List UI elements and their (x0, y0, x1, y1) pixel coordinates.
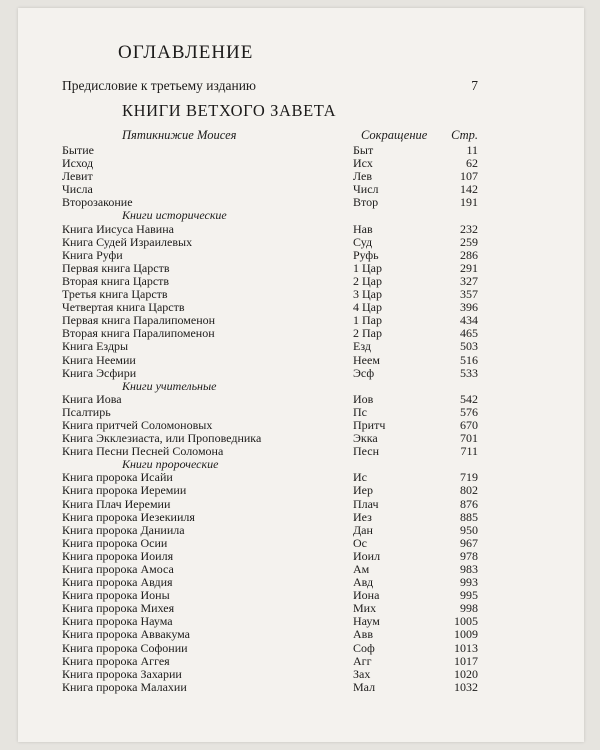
book-page: 62 (466, 156, 478, 171)
book-name: Третья книга Царств (62, 287, 168, 302)
book-abbr: Числ (353, 182, 379, 197)
section-header-first: Пятикнижие Моисея (122, 128, 237, 142)
book-abbr: 1 Пар (353, 313, 382, 328)
toc-row[interactable] (62, 511, 478, 524)
book-name: Книга пророка Аггея (62, 653, 170, 668)
book-page: 719 (460, 470, 478, 485)
book-page: 983 (460, 562, 478, 576)
section-heading: Книги исторические (122, 208, 227, 223)
book-abbr: Мал (353, 679, 376, 694)
toc-row[interactable] (62, 537, 478, 550)
toc-row[interactable] (62, 223, 478, 236)
book-page: 107 (460, 169, 478, 184)
old-testament-heading: КНИГИ ВЕТХОГО ЗАВЕТА (122, 101, 337, 120)
book-page: 576 (460, 404, 478, 419)
book-page: 286 (460, 247, 478, 262)
book-abbr: Суд (353, 234, 373, 249)
toc-row[interactable] (62, 668, 478, 681)
book-abbr: Езд (353, 339, 371, 354)
book-page: 533 (460, 365, 478, 380)
book-page: 670 (460, 417, 478, 432)
toc-row[interactable] (62, 393, 478, 406)
book-name: Книга Неемии (62, 352, 136, 367)
toc-row[interactable] (62, 681, 478, 694)
book-abbr: Руфь (353, 247, 379, 262)
book-name: Левит (62, 169, 93, 184)
book-name: Четвертая книга Царств (62, 300, 185, 315)
book-page: 701 (460, 431, 478, 446)
toc-row[interactable] (62, 249, 478, 262)
book-page: 465 (460, 326, 478, 341)
toc-row[interactable] (62, 655, 478, 668)
book-name: Вторая книга Паралипоменон (62, 326, 215, 341)
toc-row[interactable] (62, 524, 478, 537)
book-page: 995 (460, 588, 478, 603)
book-abbr: Мих (353, 601, 377, 616)
book-name: Книга пророка Малахии (62, 679, 187, 694)
book-abbr: 2 Пар (353, 326, 382, 341)
book-name: Числа (62, 182, 93, 197)
toc-row[interactable] (62, 484, 478, 497)
section-heading: Книги учительные (122, 378, 217, 393)
toc-title: ОГЛАВЛЕНИЕ (118, 42, 254, 63)
toc-row[interactable] (62, 498, 478, 511)
book-name: Вторая книга Царств (62, 273, 170, 288)
book-page: 1032 (454, 679, 478, 694)
book-abbr: Быт (353, 143, 374, 157)
book-page: 1020 (454, 666, 478, 681)
book-name: Книга пророка Иоиля (62, 548, 174, 563)
book-abbr: Авд (353, 575, 374, 590)
book-page: 542 (460, 391, 478, 406)
book-name: Книга пророка Даниила (62, 522, 185, 537)
book-page: 950 (460, 522, 478, 537)
toc-row[interactable] (62, 262, 478, 275)
book-abbr: Песн (353, 444, 380, 459)
book-name: Первая книга Паралипоменон (62, 313, 216, 328)
toc-row[interactable] (62, 144, 478, 157)
toc-row[interactable] (62, 354, 478, 367)
book-page: 291 (460, 260, 478, 275)
book-abbr: Пс (353, 404, 367, 419)
book-abbr: Иона (353, 588, 380, 603)
book-name: Книга Эсфири (62, 365, 137, 380)
book-name: Книга Иова (62, 391, 122, 406)
book-abbr: Ам (353, 562, 370, 576)
book-page: 993 (460, 575, 478, 590)
book-name: Книга пророка Иезекииля (62, 509, 195, 524)
toc-list (62, 144, 478, 694)
book-name: Книга Экклезиаста, или Проповедника (62, 431, 262, 446)
book-name: Первая книга Царств (62, 260, 170, 275)
book-page: 357 (460, 287, 478, 302)
book-abbr: Экка (353, 431, 378, 446)
book-name: Книга Руфи (62, 247, 123, 262)
book-abbr: Иоил (353, 548, 381, 563)
preface-page: 7 (471, 78, 478, 93)
book-abbr: Соф (353, 640, 375, 655)
book-page: 876 (460, 496, 478, 511)
book-page: 1005 (454, 614, 478, 629)
book-name: Книга пророка Наума (62, 614, 173, 629)
book-abbr: Авв (353, 627, 373, 642)
book-page: 1009 (454, 627, 478, 642)
book-name: Псалтирь (62, 404, 111, 419)
book-abbr: 4 Цар (353, 300, 382, 315)
book-page: 11 (466, 143, 478, 157)
book-name: Книга пророка Авдия (62, 575, 173, 590)
book-abbr: Наум (353, 614, 380, 629)
book-abbr: Дан (353, 522, 373, 537)
book-name: Книга притчей Соломоновых (62, 417, 213, 432)
book-name: Книга Ездры (62, 339, 129, 354)
book-abbr: Неем (353, 352, 380, 367)
toc-row[interactable] (62, 406, 478, 419)
book-page: 396 (460, 300, 478, 315)
book-abbr: Плач (353, 496, 379, 511)
book-abbr: Иов (353, 391, 374, 406)
abbr-column-header: Сокращение (361, 128, 428, 142)
book-page: 998 (460, 601, 478, 616)
section-heading: Книги пророческие (122, 457, 219, 472)
book-name: Книга пророка Ионы (62, 588, 170, 603)
book-page: 142 (460, 182, 478, 197)
book-page: 1013 (454, 640, 478, 655)
book-page: 232 (460, 221, 478, 236)
book-name: Книга пророка Михея (62, 601, 175, 616)
book-page: 503 (460, 339, 478, 354)
page-column-header: Стр. (451, 128, 478, 142)
book-page: 967 (460, 535, 478, 550)
book-page: 802 (460, 483, 478, 498)
book-name: Книга Иисуса Навина (62, 221, 174, 236)
book-abbr: Ос (353, 535, 367, 550)
book-name: Исход (62, 156, 94, 171)
book-abbr: Ис (353, 470, 367, 485)
book-abbr: Агг (353, 653, 372, 668)
preface-label: Предисловие к третьему изданию (62, 78, 257, 93)
book-name: Книга пророка Осии (62, 535, 168, 550)
book-abbr: Втор (353, 195, 379, 210)
book-page: 516 (460, 352, 478, 367)
book-page: 1017 (454, 653, 478, 668)
preface-entry[interactable] (62, 78, 478, 94)
book-abbr: Притч (353, 417, 386, 432)
book-name: Бытие (62, 143, 94, 157)
book-page: 711 (460, 444, 478, 459)
toc-row[interactable] (62, 642, 478, 655)
book-page: 327 (460, 273, 478, 288)
book-abbr: 1 Цар (353, 260, 382, 275)
book-abbr: Лев (353, 169, 373, 184)
book-page (18, 8, 584, 742)
book-name: Книга пророка Софонии (62, 640, 188, 655)
book-abbr: 2 Цар (353, 273, 382, 288)
toc-row[interactable] (62, 170, 478, 183)
book-name: Книга Песни Песней Соломона (62, 444, 224, 459)
book-name: Книга пророка Захарии (62, 666, 182, 681)
toc-row[interactable] (62, 367, 478, 380)
toc-row[interactable] (62, 628, 478, 641)
book-name: Второзаконие (62, 195, 133, 210)
book-abbr: Иер (353, 483, 373, 498)
book-page: 885 (460, 509, 478, 524)
book-abbr: Исх (353, 156, 373, 171)
book-page: 978 (460, 548, 478, 563)
book-name: Книга пророка Исайи (62, 470, 173, 485)
book-name: Книга Плач Иеремии (62, 496, 171, 511)
book-name: Книга пророка Аввакума (62, 627, 190, 642)
book-abbr: Зах (353, 666, 371, 681)
book-abbr: Иез (353, 509, 372, 524)
toc-row[interactable] (62, 340, 478, 353)
toc-row[interactable] (62, 157, 478, 170)
book-page: 191 (460, 195, 478, 210)
book-name: Книга Судей Израилевых (62, 234, 193, 249)
book-name: Книга пророка Амоса (62, 562, 174, 576)
book-abbr: Нав (353, 221, 373, 236)
toc-row[interactable] (62, 236, 478, 249)
book-abbr: 3 Цар (353, 287, 382, 302)
book-page: 434 (460, 313, 478, 328)
book-page: 259 (460, 234, 478, 249)
book-name: Книга пророка Иеремии (62, 483, 187, 498)
book-abbr: Эсф (353, 365, 375, 380)
